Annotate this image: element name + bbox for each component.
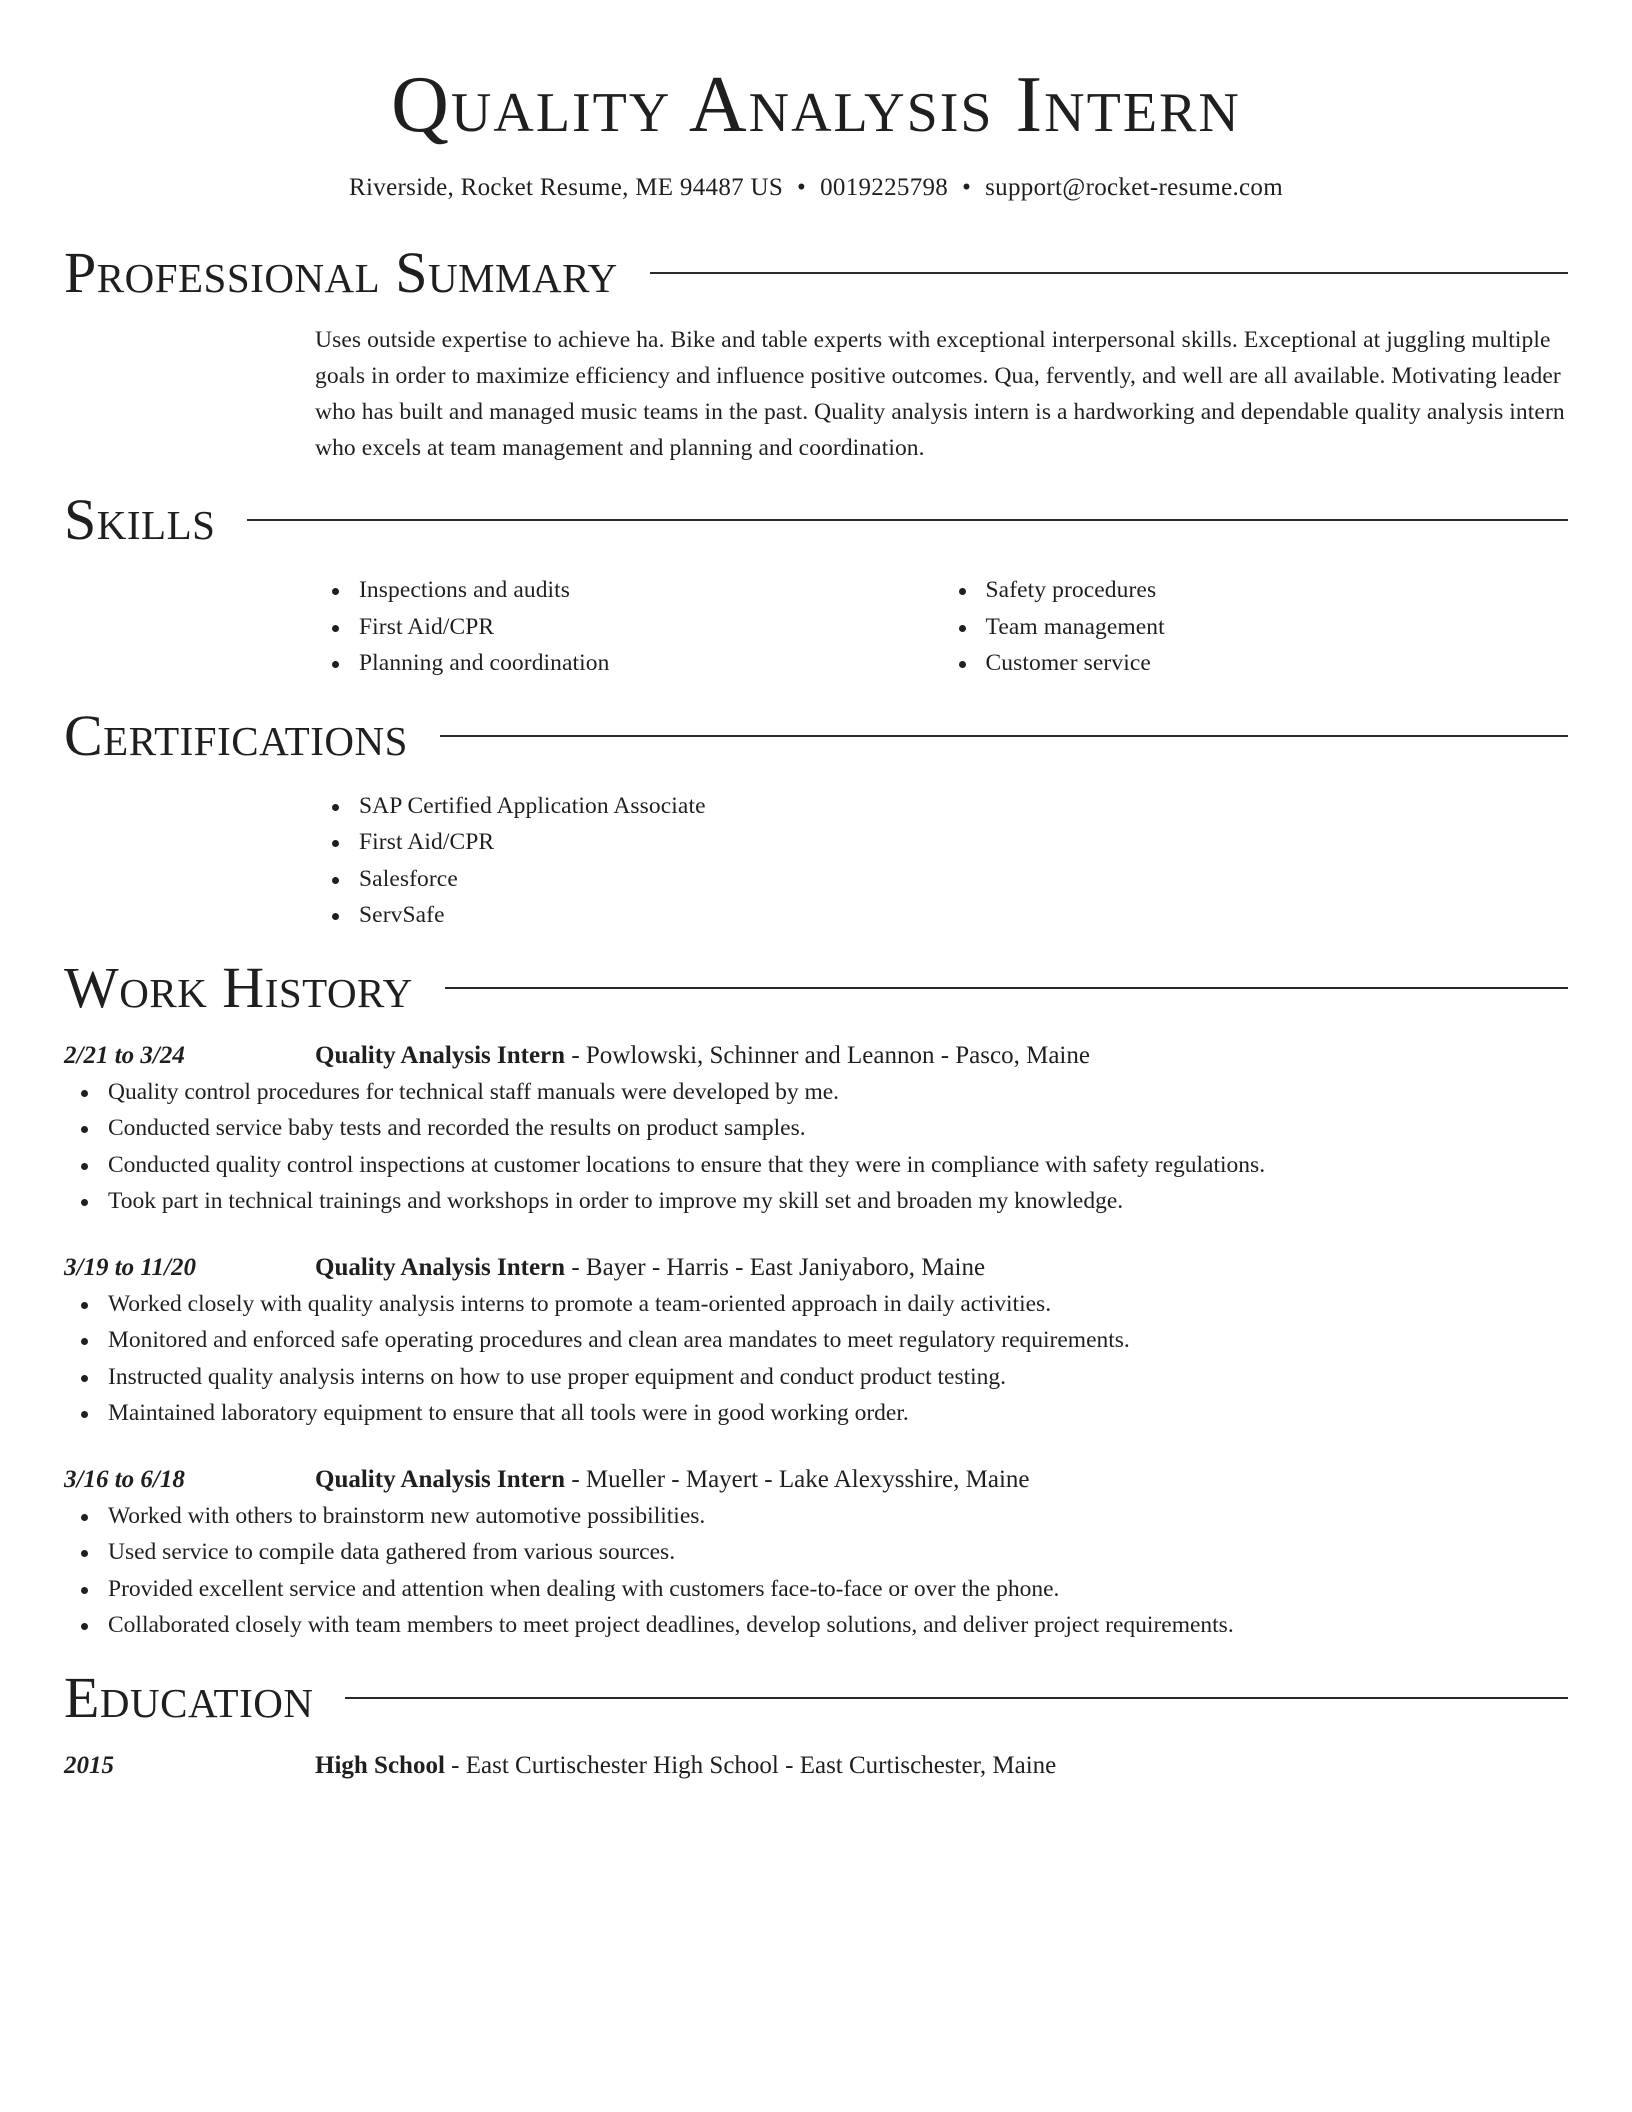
contact-separator: • [797, 174, 807, 201]
skill-item: Customer service [986, 645, 1569, 682]
job-dates: 3/19 to 11/20 [64, 1253, 196, 1281]
job-bullet: Provided excellent service and attention when dealing with customers face-to-face or over the phone. [108, 1571, 1568, 1608]
section-header [64, 702, 1568, 768]
education-section [64, 1664, 1568, 1784]
contact-separator: • [962, 174, 972, 201]
job-bullet: Took part in technical trainings and workshops in order to improve my skill set and broaden my knowledge. [108, 1183, 1568, 1220]
job-bullet: Quality control procedures for technical staff manuals were developed by me. [108, 1074, 1568, 1111]
section-title-education: Education [64, 1664, 314, 1730]
skills-grid [315, 572, 1568, 682]
section-divider [440, 735, 1568, 737]
section-header [64, 487, 1568, 552]
job-position: Quality Analysis Intern [315, 1465, 566, 1493]
section-title-work-history: Work History [64, 954, 413, 1020]
skill-item: Inspections and audits [359, 572, 942, 609]
job-title-line [315, 1462, 1030, 1498]
section-divider [650, 272, 1568, 274]
contact-email: support@rocket-resume.com [985, 174, 1283, 201]
job-bullets [64, 1074, 1568, 1220]
job-entry [64, 1038, 1568, 1220]
certifications-body [315, 788, 1568, 934]
certification-item: ServSafe [359, 897, 1568, 934]
section-title-certifications: Certifications [64, 702, 408, 768]
job-bullets [64, 1498, 1568, 1644]
skills-list-left [315, 572, 942, 682]
education-degree: High School [315, 1751, 445, 1779]
job-header [64, 1462, 1568, 1498]
section-divider [345, 1697, 1568, 1699]
skill-item: Team management [986, 609, 1569, 646]
job-position: Quality Analysis Intern [315, 1253, 566, 1281]
job-bullet: Conducted service baby tests and recorded the results on product samples. [108, 1110, 1568, 1147]
candidate-name: Quality Analysis Intern [391, 61, 1241, 149]
job-bullet: Used service to compile data gathered from various sources. [108, 1534, 1568, 1571]
certification-item: SAP Certified Application Associate [359, 788, 1568, 825]
job-bullet: Conducted quality control inspections at customer locations to ensure that they were in compliance with safety regulations. [108, 1147, 1568, 1184]
summary-text: Uses outside expertise to achieve ha. Bike and table experts with exceptional interpersonal skills. Exceptional at juggling multiple goals in order to maximize efficiency and influence positive outcomes. Qua, fervently, and well are all available. Motivating leader who has built and managed music teams in the past. Quality analysis intern is a hardworking and dependable quality analysis intern who excels at team management and planning and coordination. [315, 327, 1565, 461]
job-header [64, 1250, 1568, 1286]
section-divider [445, 987, 1568, 989]
skills-list-right [942, 572, 1569, 682]
job-employer-location: - Mueller - Mayert - Lake Alexysshire, Maine [565, 1465, 1030, 1493]
job-bullet: Worked closely with quality analysis interns to promote a team-oriented approach in daily activities. [108, 1286, 1568, 1323]
education-header [64, 1748, 1568, 1784]
contact-line [64, 172, 1568, 204]
section-title-skills: Skills [64, 487, 216, 552]
certification-item: Salesforce [359, 861, 1568, 898]
skills-section [64, 487, 1568, 682]
job-bullet: Instructed quality analysis interns on how to use proper equipment and conduct product testing. [108, 1359, 1568, 1396]
certifications-section [64, 702, 1568, 934]
resume-page [64, 0, 1568, 1784]
job-employer-location: - Bayer - Harris - East Janiyaboro, Maine [565, 1253, 986, 1281]
work-history-section [64, 954, 1568, 1644]
job-entry [64, 1250, 1568, 1432]
education-entry [64, 1748, 1568, 1784]
skills-body [315, 572, 1568, 682]
job-bullet: Monitored and enforced safe operating procedures and clean area mandates to meet regulatory requirements. [108, 1322, 1568, 1359]
certifications-list [315, 788, 1568, 934]
job-bullet: Maintained laboratory equipment to ensure that all tools were in good working order. [108, 1395, 1568, 1432]
job-dates: 3/16 to 6/18 [64, 1465, 185, 1493]
contact-address: Riverside, Rocket Resume, ME 94487 US [349, 174, 784, 201]
education-school-location: - East Curtischester High School - East Curtischester, Maine [444, 1751, 1057, 1779]
education-title-line [315, 1748, 1056, 1784]
section-header [64, 1664, 1568, 1730]
skill-item: First Aid/CPR [359, 609, 942, 646]
summary-body [315, 322, 1568, 466]
skill-item: Planning and coordination [359, 645, 942, 682]
job-bullet: Collaborated closely with team members to meet project deadlines, develop solutions, and deliver project requirements. [108, 1607, 1568, 1644]
job-dates: 2/21 to 3/24 [64, 1041, 185, 1069]
section-title-summary: Professional Summary [64, 240, 618, 305]
contact-phone: 0019225798 [820, 174, 949, 201]
job-entry [64, 1462, 1568, 1644]
job-bullet: Worked with others to brainstorm new automotive possibilities. [108, 1498, 1568, 1535]
section-header [64, 954, 1568, 1020]
section-header [64, 240, 1568, 305]
certification-item: First Aid/CPR [359, 824, 1568, 861]
education-year: 2015 [64, 1751, 114, 1779]
job-title-line [315, 1250, 985, 1286]
job-title-line [315, 1038, 1090, 1074]
job-bullets [64, 1286, 1568, 1432]
section-divider [247, 519, 1568, 521]
job-position: Quality Analysis Intern [315, 1041, 566, 1069]
job-header [64, 1038, 1568, 1074]
professional-summary-section [64, 240, 1568, 466]
skill-item: Safety procedures [986, 572, 1569, 609]
job-employer-location: - Powlowski, Schinner and Leannon - Pasco, Maine [565, 1041, 1090, 1069]
